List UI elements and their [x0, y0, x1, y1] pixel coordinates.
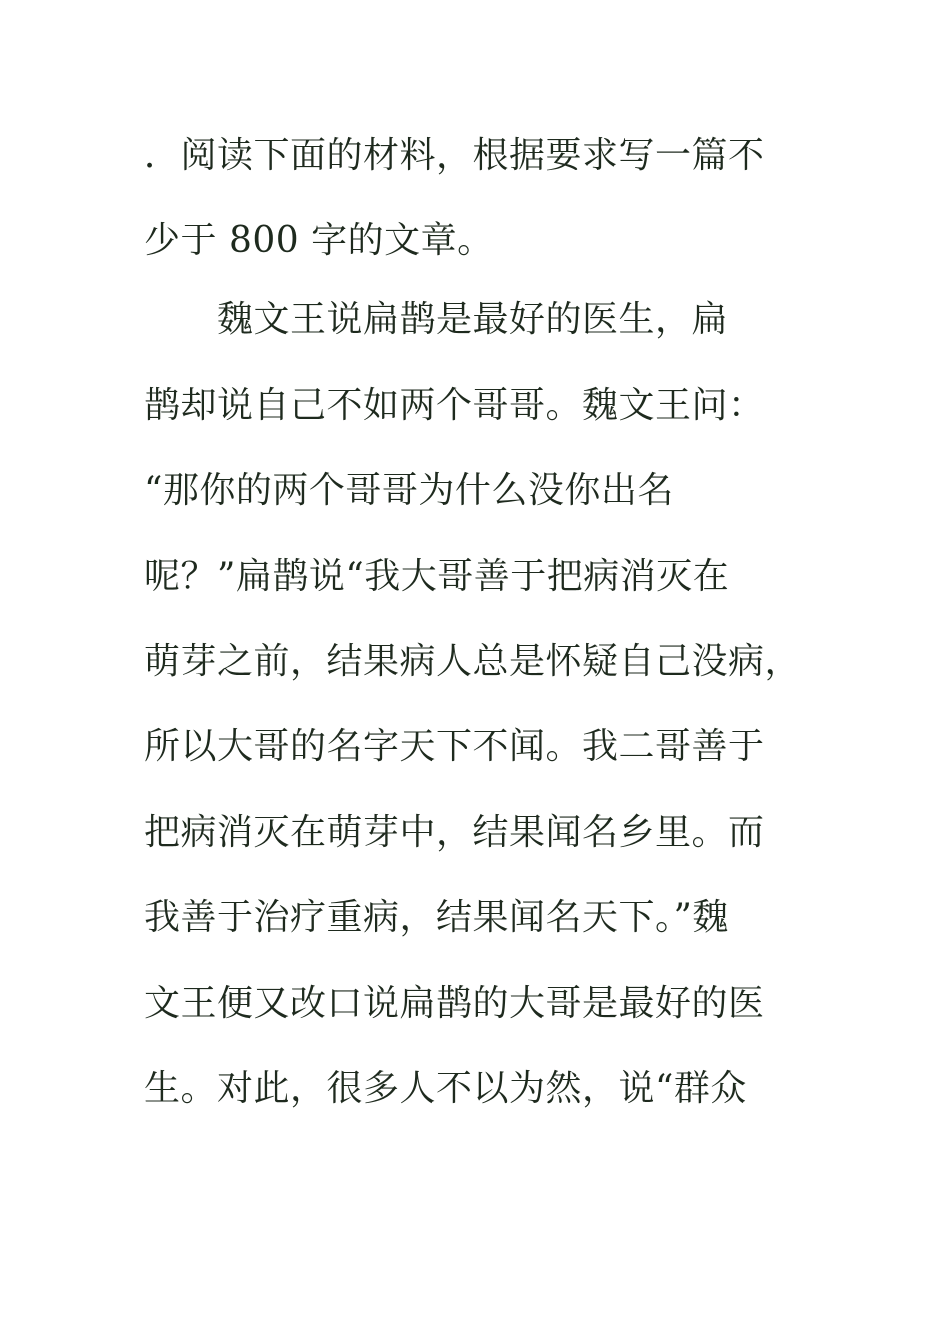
text-line: “那你的两个哥哥为什么没你出名	[144, 470, 674, 511]
text-line: 呢？”扁鹊说“我大哥善于把病消灭在	[144, 556, 730, 597]
text-line: 所以大哥的名字天下不闻。我二哥善于	[144, 726, 765, 767]
text-line: 我善于治疗重病，结果闻名天下。”魏	[144, 897, 729, 938]
text-line: 文王便又改口说扁鹊的大哥是最好的医	[144, 983, 765, 1024]
text-line: 少于 800 字的文章。	[144, 220, 494, 261]
text-line: ．阅读下面的材料，根据要求写一篇不	[144, 135, 765, 176]
text-line: 鹊却说自己不如两个哥哥。魏文王问：	[144, 385, 765, 426]
text-line: 萌芽之前，结果病人总是怀疑自己没病，	[144, 641, 802, 682]
text-line: 把病消灭在萌芽中，结果闻名乡里。而	[144, 812, 765, 853]
text-line: 生。对此，很多人不以为然，说“群众	[144, 1068, 747, 1109]
text-line: 魏文王说扁鹊是最好的医生，扁	[144, 299, 729, 340]
